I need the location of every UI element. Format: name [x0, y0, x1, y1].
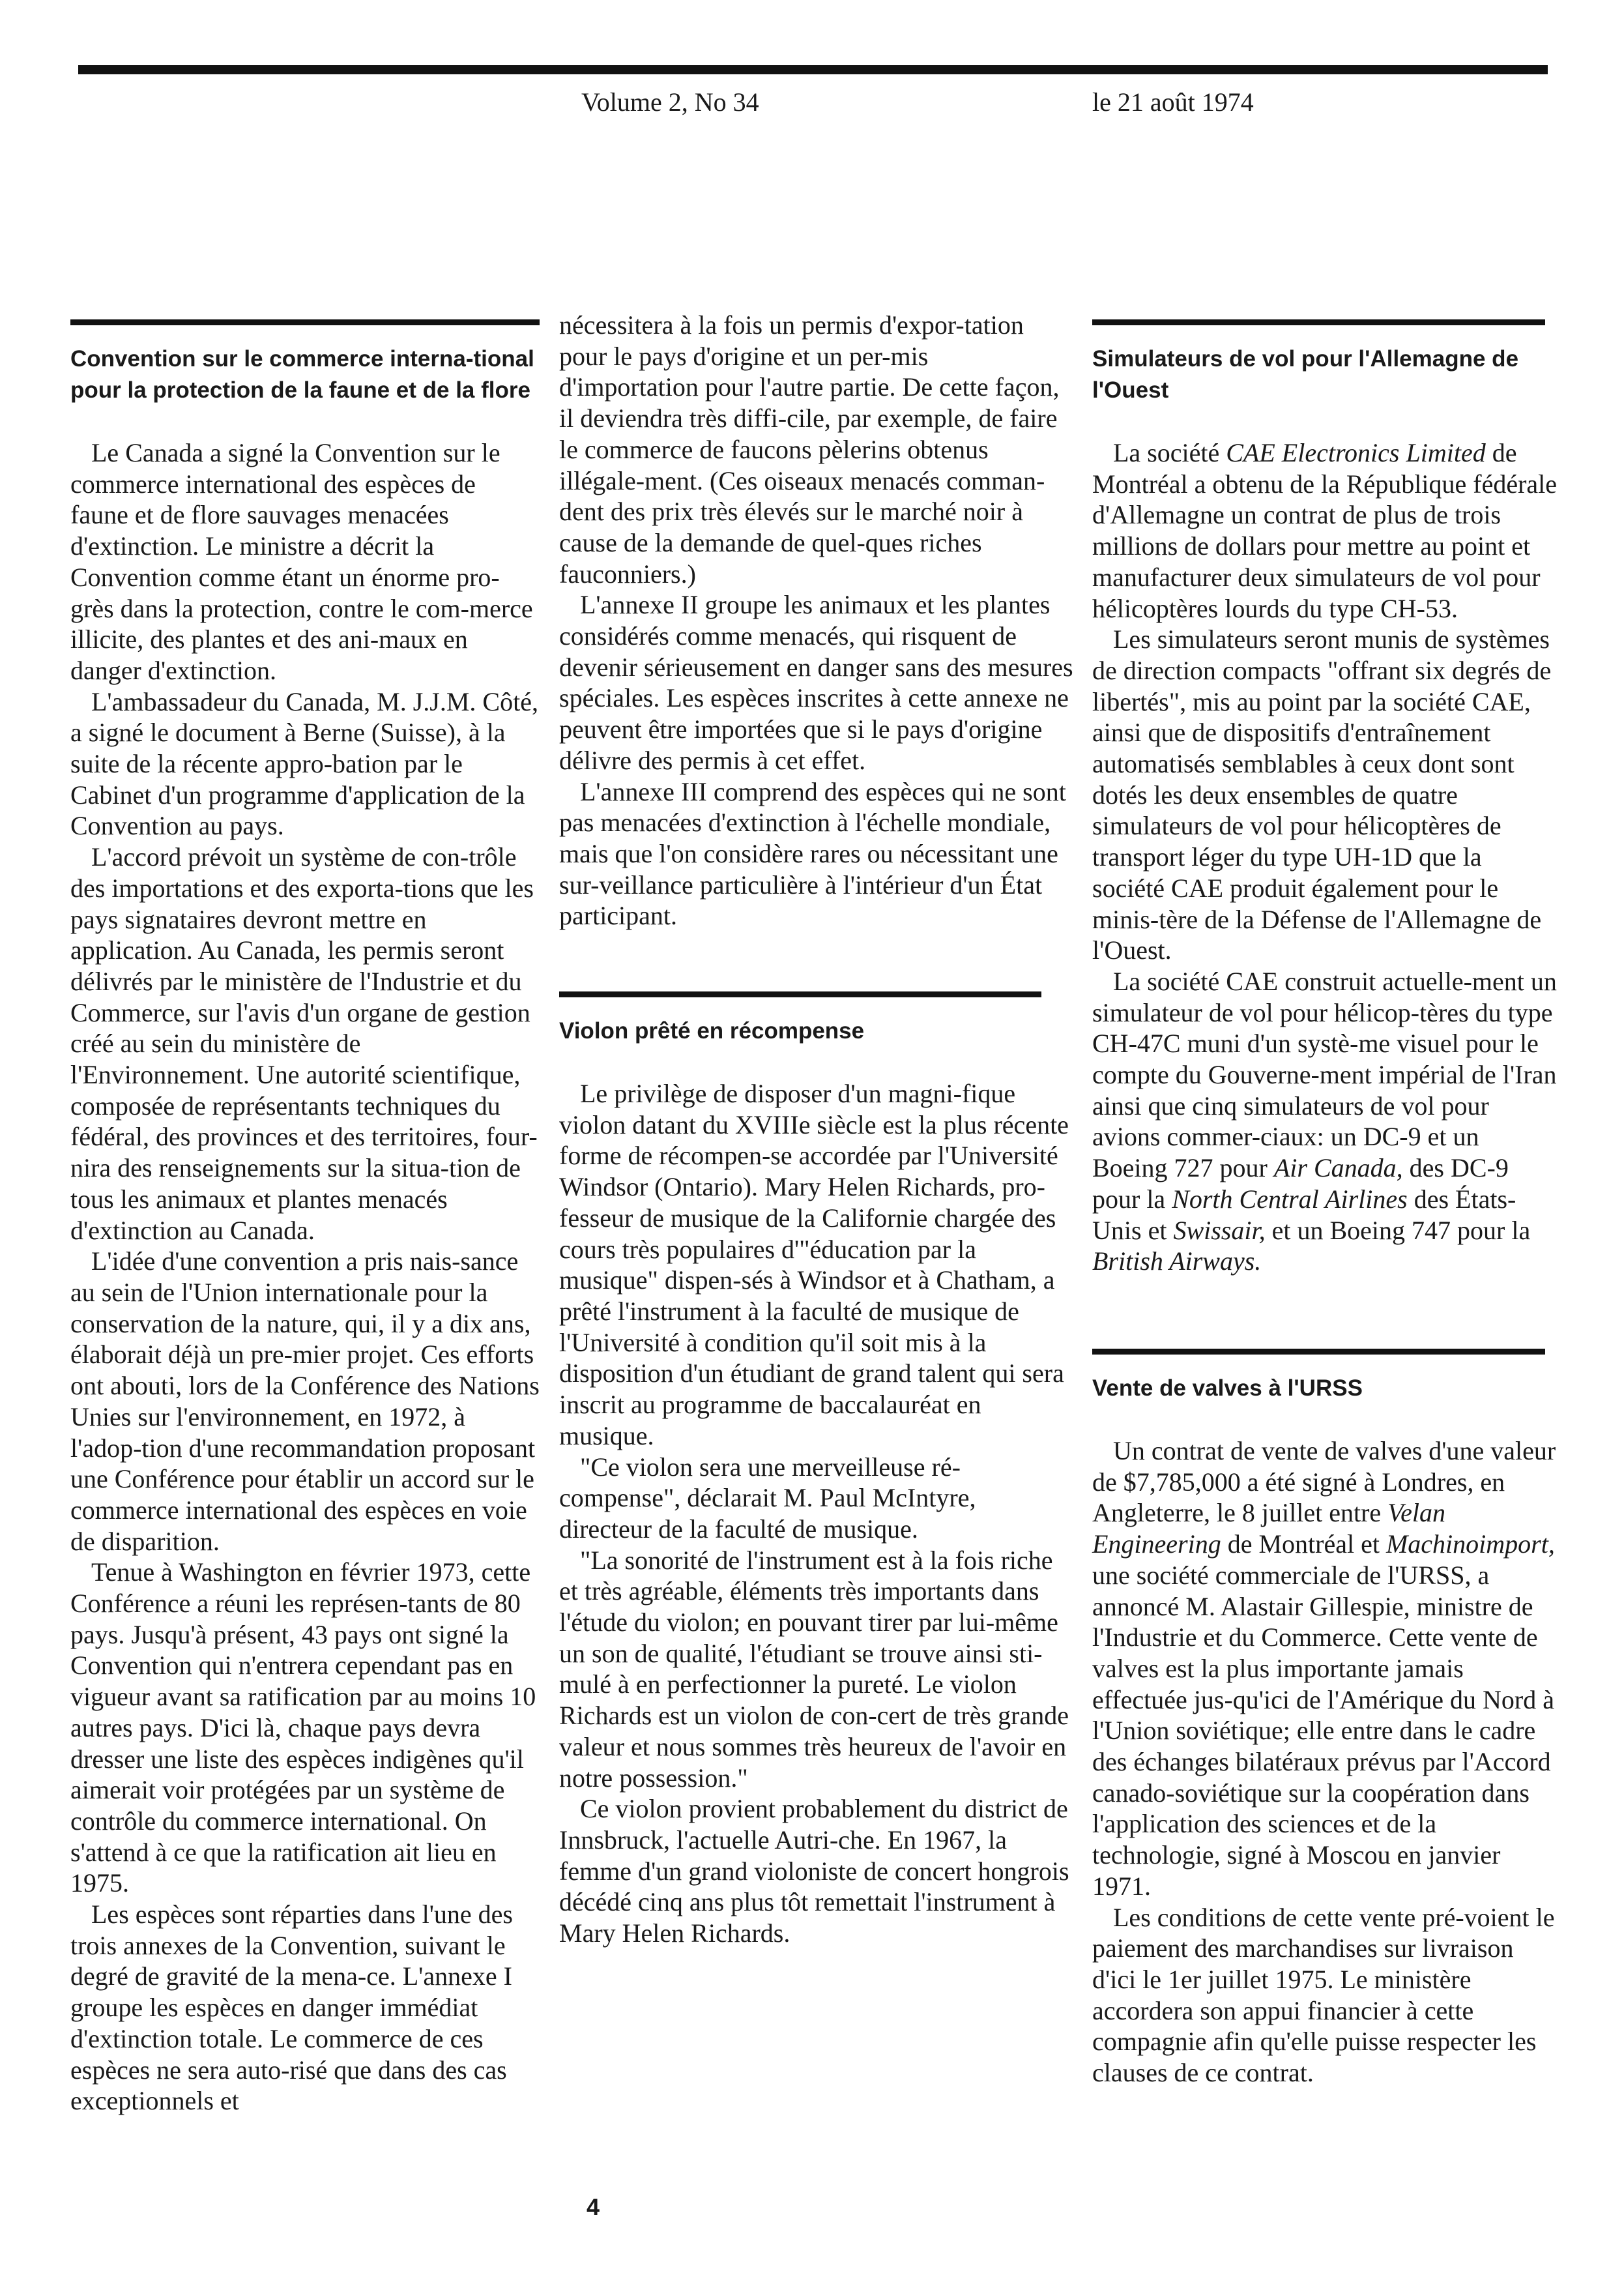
- paragraph: "Ce violon sera une merveilleuse ré-compense", déclarait M. Paul McIntyre, directeur de la faculté de musique.: [559, 1452, 976, 1544]
- article-title-valves: Vente de valves à l'URSS: [1092, 1375, 1363, 1401]
- text-run: une société commerciale de l'URSS, a annoncé M. Alastair Gillespie, ministre de l'Industrie et du Commerce. Cette vente de valves est la plus importante jamais effectuée jus-qu'ici de l'Amérique du Nord à l'Union soviétique; elle entre dans le cadre des échanges bilatéraux prévus par l'Accord canado-soviétique sur la coopération dans l'application des sciences et de la technologie, signé à Moscou en janvier 1971.: [1092, 1560, 1554, 1901]
- section-rule: [1092, 319, 1545, 325]
- text-run: de Montréal et: [1221, 1529, 1386, 1559]
- text-run: La société CAE construit actuelle-ment un simulateur de vol pour hélicop-tères du type CH-47C muni d'un systè-me visuel pour le compte du Gouverne-ment impérial de l'Iran ainsi que cinq simulateurs de vol pour avions commer-ciaux: un DC-9 et un Boeing 727 pour: [1092, 966, 1557, 1183]
- paragraph: L'ambassadeur du Canada, M. J.J.M. Côté, a signé le document à Berne (Suisse), à la suite de la récente appro-bation par le Cabinet d'un programme d'application de la Convention au pays.: [70, 686, 538, 841]
- paragraph-continued: nécessitera à la fois un permis d'expor-tation pour le pays d'origine et un per-mis d'importation pour l'autre partie. De cette façon, il deviendra très diffi-cile, par exemple, de faire le commerce de faucons pèlerins obtenus illégale-ment. (Ces oiseaux menacés comman-dent des prix très élevés sur le marché noir à cause de la demande de quel-ques riches fauconniers.): [559, 310, 1060, 589]
- paragraph: Les conditions de cette vente pré-voient le paiement des marchandises sur livraison d'ici le 1er juillet 1975. Le ministère accordera son appui financier à cette compagnie afin qu'elle puisse respecter les clauses de ce contrat.: [1092, 1902, 1555, 2088]
- paragraph: L'annexe III comprend des espèces qui ne sont pas menacées d'extinction à l'échelle mondiale, mais que l'on considère rares ou nécessitant une sur-veillance particulière à l'intérieur d'un État participant.: [559, 776, 1066, 931]
- paragraph: Les simulateurs seront munis de systèmes de direction compacts "offrant six degrés de libertés", mis au point par la société CAE, ainsi que de dispositifs d'entraînement automatisés semblables à ceux dont sont dotés les deux ensembles de quatre simulateurs de vol pour hélicoptères de transport léger du type UH-1D que la société CAE produit également pour le minis-tère de la Défense de l'Allemagne de l'Ouest.: [1092, 624, 1552, 965]
- text-run: de Montréal a obtenu de la République fédérale d'Allemagne un contrat de plus de trois millions de dollars pour mettre au point et manufacturer deux simulateurs de vol pour hélicoptères lourds du type CH-53.: [1092, 438, 1558, 623]
- paragraph: L'annexe II groupe les animaux et les plantes considérés comme menacés, qui risquent de devenir sérieusement en danger sans des mesures spéciales. Les espèces inscrites à cette annexe ne peuvent être importées que si le pays d'origine délivre des permis à cet effet.: [559, 590, 1073, 775]
- text-run: des DC-9 pour la: [1092, 1153, 1509, 1214]
- article-title-violon: Violon prêté en récompense: [559, 1018, 865, 1044]
- paragraph: "La sonorité de l'instrument est à la fois riche et très agréable, éléments très importants dans l'étude du violon; en pouvant tirer par lui-même un son de qualité, l'étudiant se trouve ainsi sti-mulé à en perfectionner la pureté. Le violon Richards est un violon de con-cert de très grande valeur et nous sommes très heureux de l'avoir en notre possession.": [559, 1545, 1069, 1793]
- text-run: La société: [1113, 438, 1226, 467]
- issue-date: le 21 août 1974: [1092, 87, 1254, 117]
- airline-name: Swissair,: [1173, 1215, 1266, 1245]
- article-title-simulateurs: Simulateurs de vol pour l'Allemagne de l'Ouest: [1092, 346, 1519, 403]
- section-rule: [559, 991, 1041, 997]
- text-run: Un contrat de vente de valves d'une valeur de $7,785,000 a été signé à Londres, en Angleterre, le 8 juillet entre: [1092, 1435, 1556, 1528]
- paragraph: Tenue à Washington en février 1973, cette Conférence a réuni les représen-tants de 80 pays. Jusqu'à présent, 43 pays ont signé la Convention qui n'entrera cependant pas en vigueur avant sa ratification par au moins 10 autres pays. D'ici là, chaque pays devra dresser une liste des espèces indigènes qu'il aimerait voir protégées par un système de contrôle du commerce international. On s'attend à ce que la ratification ait lieu en 1975.: [70, 1557, 536, 1898]
- paragraph: L'idée d'une convention a pris nais-sance au sein de l'Union internationale pour la conservation de la nature, qui, il y a dix ans, élaborait déjà un pre-mier projet. Ces efforts ont abouti, lors de la Conférence des Nations Unies sur l'environnement, en 1972, à l'adop-tion d'une recommandation proposant une Conférence pour établir un accord sur le commerce international des espèces en voie de disparition.: [70, 1246, 540, 1556]
- paragraph: [1092, 437, 1560, 624]
- company-name: Velan Engineering: [1092, 1498, 1446, 1559]
- column-3: [1092, 319, 1560, 2089]
- section-rule: [1092, 1349, 1545, 1355]
- volume-number: Volume 2, No 34: [581, 87, 759, 117]
- paragraph: Ce violon provient probablement du district de Innsbruck, l'actuelle Autri-che. En 1967, la femme d'un grand violoniste de concert hongrois décédé cinq ans plus tôt remettait l'instrument à Mary Helen Richards.: [559, 1794, 1069, 1948]
- text-run: des États-Unis et: [1092, 1184, 1516, 1245]
- column-2: [559, 310, 1074, 1949]
- paragraph: Le privilège de disposer d'un magni-fique violon datant du XVIIIe siècle est la plus récente forme de récompen-se accordée par l'Université Windsor (Ontario). Mary Helen Richards, pro-fesseur de musique de la Californie chargée des cours très populaires d'"éducation par la musique" dispen-sés à Windsor et à Chatham, a prêté l'instrument à la faculté de musique de l'Université à condition qu'il soit mis à la disposition d'un étudiant de grand talent qui sera inscrit au programme de baccalauréat en musique.: [559, 1079, 1069, 1450]
- page-number: 4: [587, 2193, 600, 2220]
- column-1: [70, 319, 540, 2117]
- company-name: CAE Electronics Limited: [1226, 438, 1486, 467]
- paragraph: [1092, 966, 1560, 1277]
- spacer: [559, 931, 1074, 991]
- paragraph: Les espèces sont réparties dans l'une des trois annexes de la Convention, suivant le degré de gravité de la mena-ce. L'annexe I groupe les espèces en danger immédiat d'extinction totale. Le commerce de ces espèces ne sera auto-risé que dans des cas exceptionnels et: [70, 1899, 513, 2116]
- airline-name: North Central Airlines: [1172, 1184, 1408, 1214]
- spacer: [1092, 1277, 1560, 1349]
- top-rule: [78, 65, 1548, 74]
- article-title-convention: Convention sur le commerce interna-tional pour la protection de la faune et de la flore: [70, 346, 534, 403]
- paragraph: L'accord prévoit un système de con-trôle des importations et des exporta-tions que les pays signataires devront mettre en application. Au Canada, les permis seront délivrés par le ministère de l'Industrie et du Commerce, sur l'avis d'un organe de gestion créé au sein du ministère de l'Environnement. Une autorité scientifique, composée de représentants techniques du fédéral, des provinces et des territoires, four-nira des renseignements sur la situa-tion de tous les animaux et plantes menacés d'extinction au Canada.: [70, 842, 538, 1245]
- section-rule: [70, 319, 540, 325]
- paragraph: [1092, 1435, 1560, 1902]
- company-name: Machinoimport,: [1385, 1529, 1555, 1559]
- airline-name: British Airways.: [1092, 1246, 1262, 1276]
- airline-name: Air Canada,: [1273, 1153, 1403, 1183]
- text-run: et un Boeing 747 pour la: [1265, 1215, 1531, 1245]
- paragraph: Le Canada a signé la Convention sur le commerce international des espèces de faune et de flore sauvages menacées d'extinction. Le ministre a décrit la Convention comme étant un énorme pro-grès dans la protection, contre le com-merce illicite, des plantes et des ani-maux en danger d'extinction.: [70, 438, 533, 685]
